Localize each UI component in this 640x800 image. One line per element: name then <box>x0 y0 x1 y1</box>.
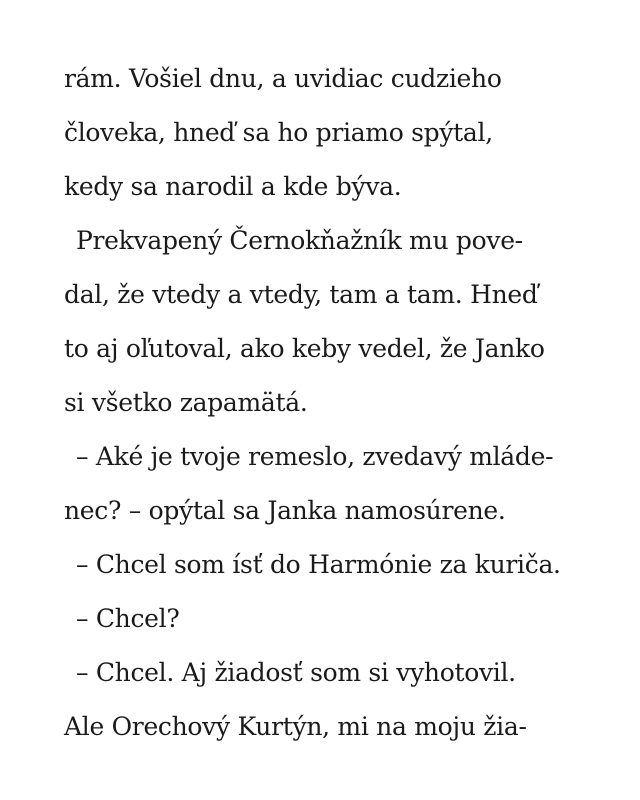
text-line: rám. Vošiel dnu, a uvidiac cudzieho <box>64 64 502 93</box>
text-line: si všetko zapamätá. <box>64 388 308 417</box>
text-line: dal, že vtedy a vtedy, tam a tam. Hneď <box>64 280 538 309</box>
text-line: nec? – opýtal sa Janka namosúrene. <box>64 496 506 525</box>
text-line: – Chcel som ísť do Harmónie za kuriča. <box>76 550 561 579</box>
text-line: – Chcel. Aj žiadosť som si vyhotovil. <box>76 658 516 687</box>
text-line: človeka, hneď sa ho priamo spýtal, <box>64 118 493 147</box>
text-line: Ale Orechový Kurtýn, mi na moju žia- <box>64 712 527 741</box>
page-text <box>64 52 624 754</box>
text-line: Prekvapený Černokňažník mu pove- <box>76 226 523 255</box>
text-line: – Chcel? <box>76 604 180 633</box>
text-line: – Aké je tvoje remeslo, zvedavý mláde- <box>76 442 554 471</box>
text-line: to aj oľutoval, ako keby vedel, že Janko <box>64 334 545 363</box>
text-line: kedy sa narodil a kde býva. <box>64 172 402 201</box>
